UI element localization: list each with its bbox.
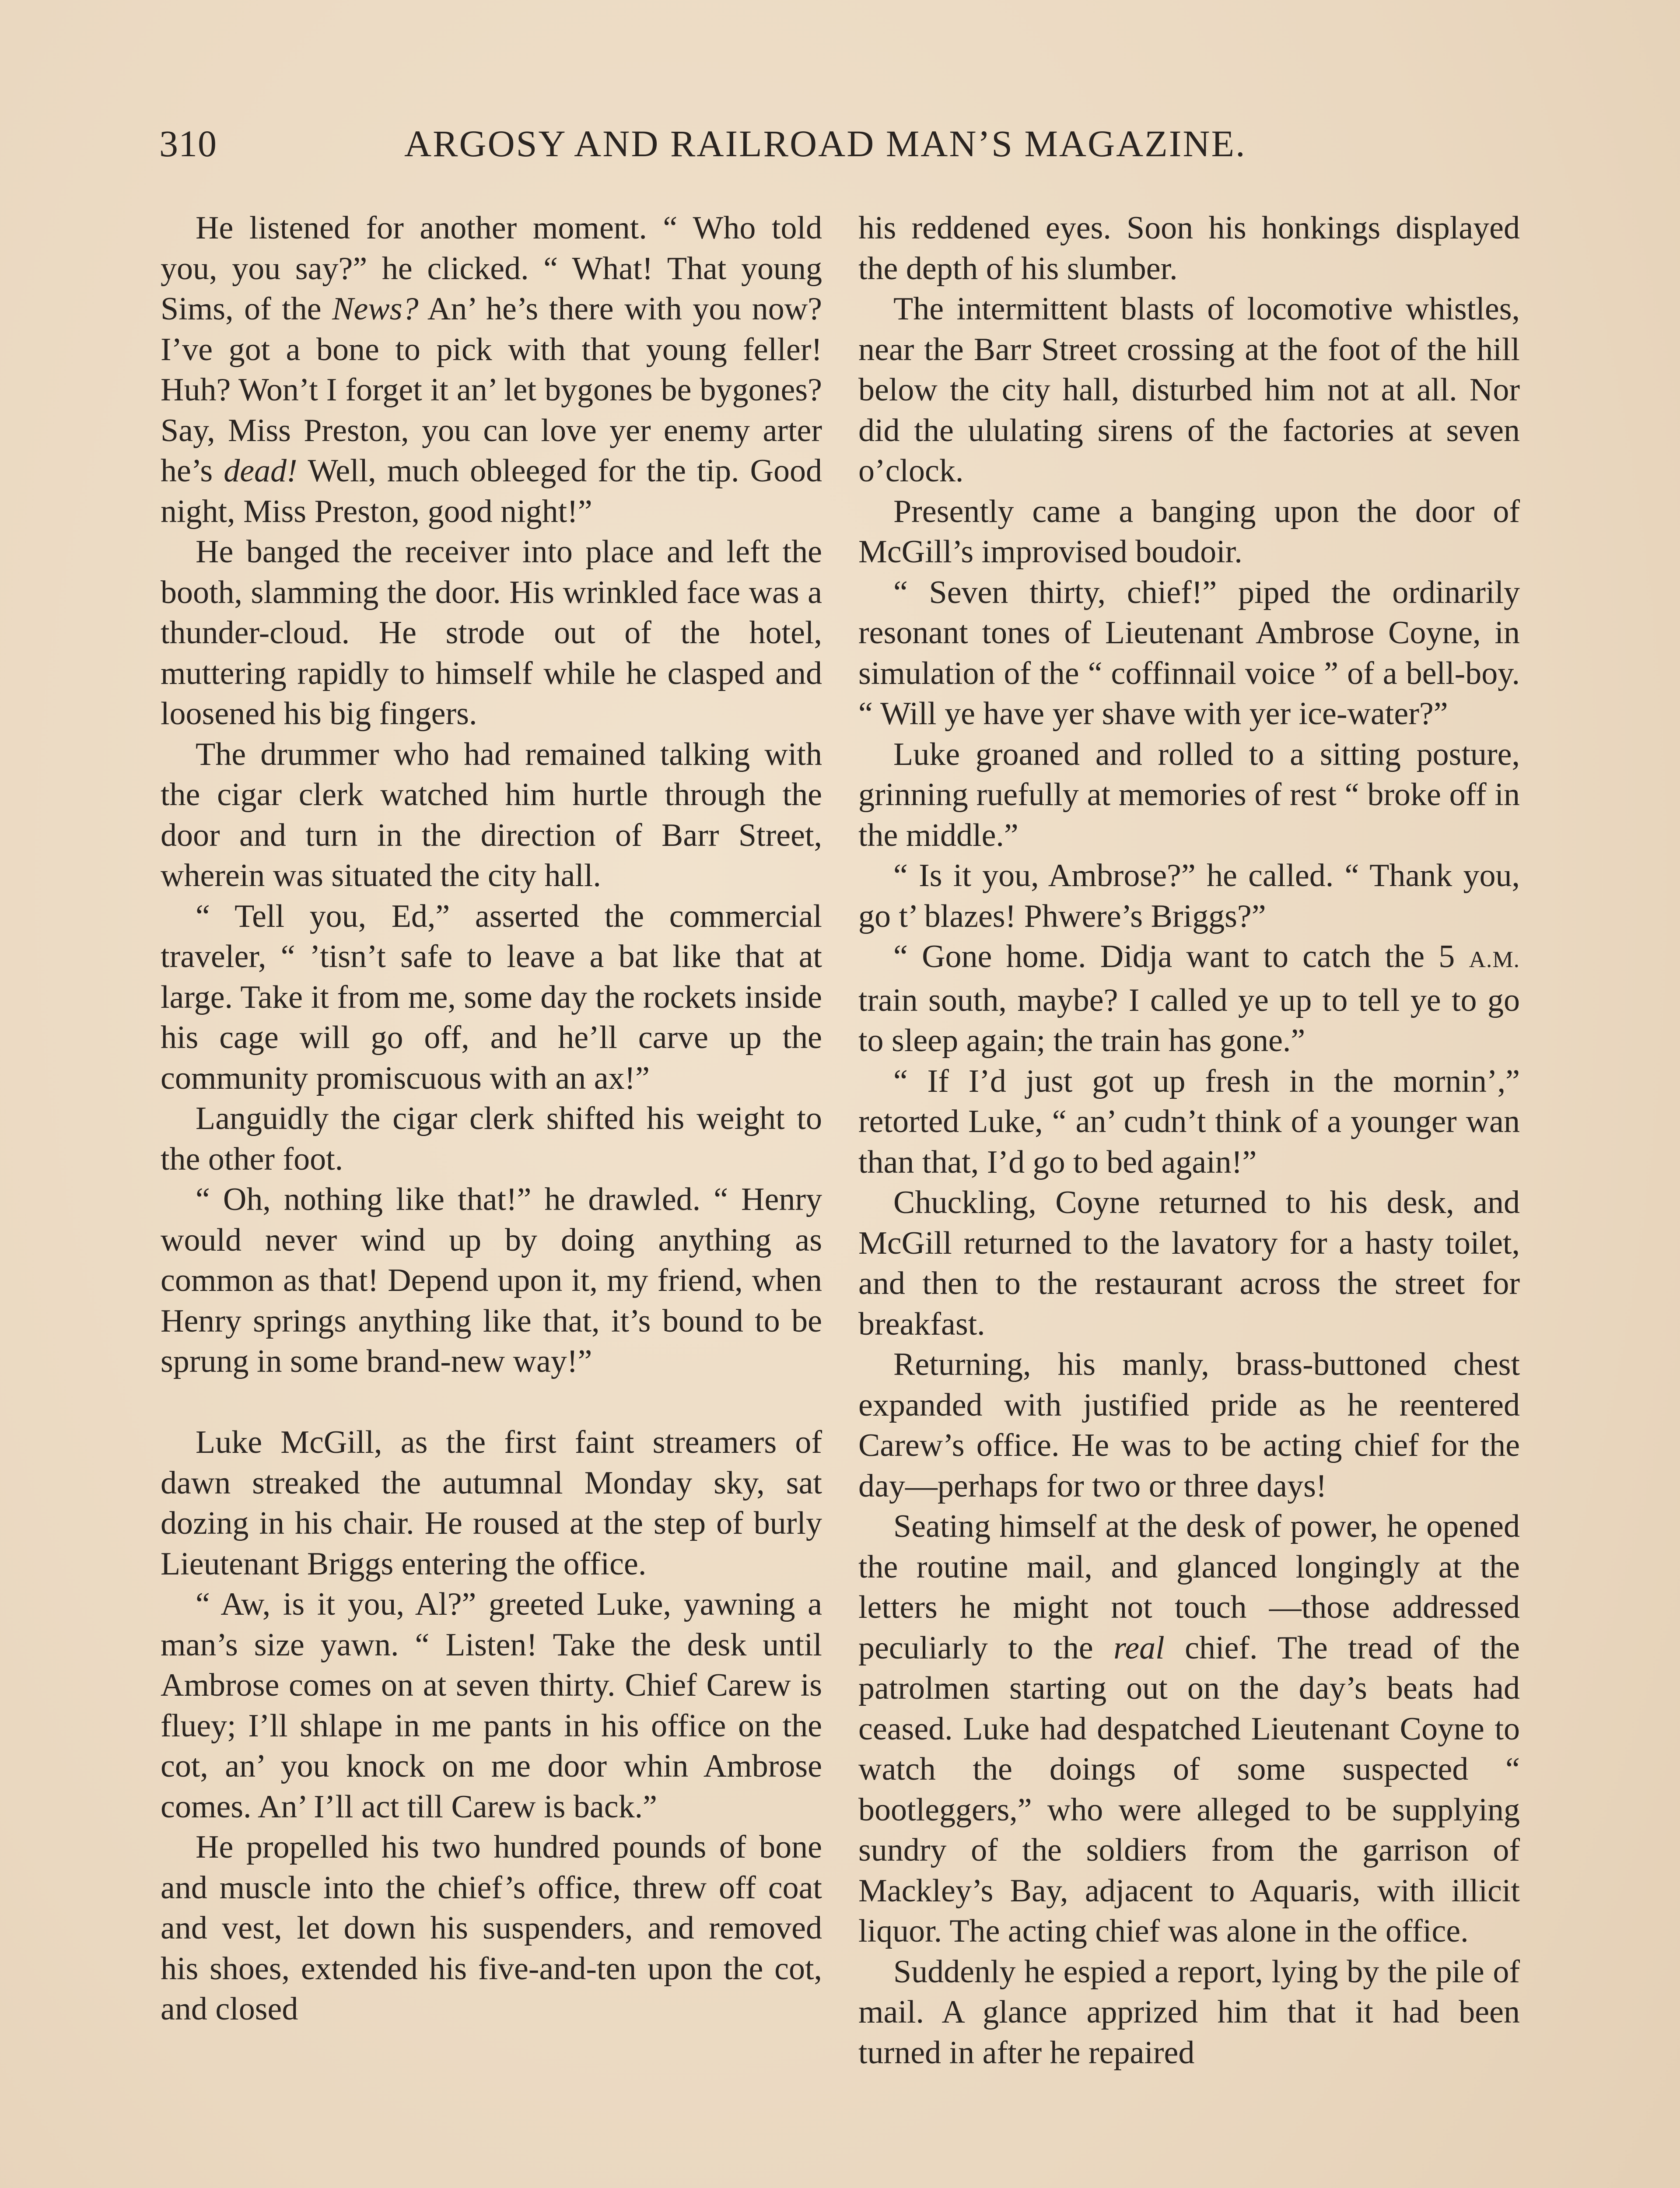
page-header [159,122,1520,183]
paragraph: Seating himself at the desk of power, he opened the routine mail, and glanced longingly at the letters he might not touch —those addressed peculiarly to the real chief. The tread of the patrolmen starting out on the day’s beats had ceased. Luke had despatched Lieutenant Coyne to watch the doings of some suspected “ bootleggers,” who were alleged to be supplying sundry of the soldiers from the garrison of Mackley’s Bay, adjacent to Aquaris, with illicit liquor. The acting chief was alone in the office. [858,1508,1520,1949]
paragraph: “ Oh, nothing like that!” he drawled. “ Henry would never wind up by doing anything as common as that! Depend upon it, my friend, when Henry springs anything like that, it’s bound to be sprung in some brand-new way!” [161,1182,822,1379]
paragraph: “ Is it you, Ambrose?” he called. “ Thank you, go t’ blazes! Phwere’s Briggs?” [858,858,1520,934]
paragraph: Languidly the cigar clerk shifted his weight to the other foot. [161,1101,822,1177]
paragraph: Suddenly he espied a report, lying by the pile of mail. A glance apprized him that it had been turned in after he repaired [858,1953,1520,2071]
paragraph: “ If I’d just got up fresh in the mornin’,” retorted Luke, “ an’ cudn’t think of a younger wan than that, I’d go to bed again!” [858,1063,1520,1180]
paragraph: Returning, his manly, brass-buttoned chest expanded with justified pride as he reentered Carew’s office. He was to be acting chief for the day—perhaps for two or three days! [858,1346,1520,1504]
paragraph: Chuckling, Coyne returned to his desk, and McGill returned to the lavatory for a hasty toilet, and then to the restaurant across the street for breakfast. [858,1185,1520,1342]
page-number: 310 [159,123,217,165]
paragraph: The drummer who had remained talking with the cigar clerk watched him hurtle through the door and turn in the direction of Barr Street, wherein was situated the city hall. [161,736,822,894]
paragraph: his reddened eyes. Soon his honkings displayed the depth of his slumber. [858,210,1520,287]
paragraph: “ Aw, is it you, Al?” greeted Luke, yawning a man’s size yawn. “ Listen! Take the desk until Ambrose comes on at seven thirty. Chief Carew is fluey; I’ll shlape in me pants in his office on the cot, an’ you knock on me door whin Ambrose comes. An’ I’ll act till Carew is back.” [161,1586,822,1825]
paragraph: Presently came a banging upon the door of McGill’s improvised boudoir. [858,493,1520,570]
left-column [161,208,822,2030]
paragraph: Luke groaned and rolled to a sitting posture, grinning ruefully at memories of rest “ broke off in the middle.” [858,736,1520,853]
paragraph: The intermittent blasts of locomotive whistles, near the Barr Street crossing at the foot of the hill below the city hall, disturbed him not at all. Nor did the ululating sirens of the factories at seven o’clock. [858,291,1520,489]
paragraph: “ Gone home. Didja want to catch the 5 A.M. train south, maybe? I called ye up to tell ye to go to sleep again; the train has gone.” [858,939,1520,1059]
paragraph: Luke McGill, as the first faint streamers of dawn streaked the autumnal Monday sky, sat dozing in his chair. He roused at the step of burly Lieutenant Briggs entering the office. [161,1424,822,1582]
running-head: ARGOSY AND RAILROAD MAN’S MAGAZINE. [404,123,1246,165]
paragraph: He banged the receiver into place and left the booth, slamming the door. His wrinkled face was a thunder-cloud. He strode out of the hotel, muttering rapidly to himself while he clasped and loosened his big fingers. [161,534,822,732]
paragraph: “ Seven thirty, chief!” piped the ordinarily resonant tones of Lieutenant Ambrose Coyne, in simulation of the “ coffinnail voice ” of a bell-boy. “ Will ye have yer shave with yer ice-water?” [858,574,1520,732]
right-column [858,208,1520,2073]
paragraph: He propelled his two hundred pounds of bone and muscle into the chief’s office, threw off coat and vest, let down his suspenders, and removed his shoes, extended his five-and-ten upon the cot, and closed [161,1829,822,2027]
paragraph: He listened for another moment. “ Who told you, you say?” he clicked. “ What! That young Sims, of the News? An’ he’s there with you now? I’ve got a bone to pick with that young feller! Huh? Won’t I forget it an’ let bygones be bygones? Say, Miss Preston, you can love yer enemy arter he’s dead! Well, much obleeged for the tip. Good night, Miss Preston, good night!” [161,210,822,529]
paragraph: “ Tell you, Ed,” asserted the commercial traveler, “ ’tisn’t safe to leave a bat like that at large. Take it from me, some day the rockets inside his cage will go off, and he’ll carve up the community promiscuous with an ax!” [161,898,822,1096]
